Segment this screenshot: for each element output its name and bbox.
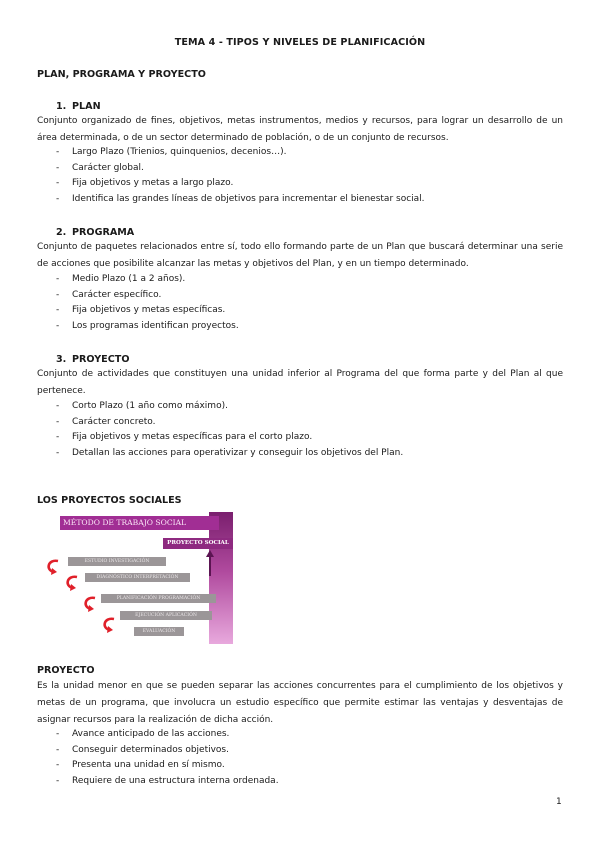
list-item: - Requiere de una estructura interna ordenada.	[56, 775, 279, 786]
section-list-proyecto	[56, 399, 403, 461]
section-list-programa	[56, 272, 239, 334]
list-item: - Carácter específico.	[56, 289, 162, 300]
list-item: - Los programas identifican proyectos.	[56, 320, 239, 331]
section-title-programa	[56, 227, 134, 238]
section-description-programa: Conjunto de paquetes relacionados entre sí, todo ello formando parte de un Plan que buscará determinar una serie de acciones que posibilite alcanzar las metas y objetivos del Plan, y en un tiempo determinado.	[37, 242, 563, 269]
section-description-plan: Conjunto organizado de fines, objetivos, metas instrumentos, medios y recursos, para lograr un desarrollo de un área determinada, o de un sector determinado de población, o de un conjunto de recursos.	[37, 116, 563, 143]
list-item: - Fija objetivos y metas específicas para el corto plazo.	[56, 432, 313, 443]
curved-arrow-icon	[100, 616, 118, 634]
list-item: - Conseguir determinados objetivos.	[56, 744, 229, 755]
list-item: - Corto Plazo (1 año como máximo).	[56, 401, 228, 411]
list-item: - Medio Plazo (1 a 2 años).	[56, 274, 186, 284]
section-description-proyecto: Conjunto de actividades que constituyen una unidad inferior al Programa del que forma parte y del Plan al que pertenece.	[37, 369, 563, 396]
diagram-step: EVALUACIÓN	[134, 627, 184, 636]
curved-arrow-icon	[81, 595, 99, 613]
diagram-step: DIAGNÓSTICO INTERPRETACIÓN	[85, 573, 190, 582]
list-item: - Carácter global.	[56, 162, 144, 173]
list-item: - Largo Plazo (Trienios, quinquenios, decenios…).	[56, 147, 287, 157]
list-item: - Fija objetivos y metas a largo plazo.	[56, 178, 234, 189]
section-title-plan	[56, 101, 101, 112]
proyecto-list	[56, 727, 279, 789]
arrow-line	[209, 556, 211, 576]
diagram-vertical-bar	[209, 512, 233, 644]
section-number: 3.	[56, 354, 67, 365]
proyecto-heading: PROYECTO	[37, 665, 95, 676]
diagram-step: PLANIFICACIÓN PROGRAMACIÓN	[101, 594, 216, 603]
diagram-step: EJECUCIÓN APLICACIÓN	[120, 611, 212, 620]
curved-arrow-icon	[44, 558, 62, 576]
list-item: - Identifica las grandes líneas de objetivos para incrementar el bienestar social.	[56, 193, 425, 204]
list-item: - Detallan las acciones para operativizar y conseguir los objetivos del Plan.	[56, 447, 404, 458]
diagram-step: ESTUDIO INVESTIGACIÓN	[68, 557, 166, 566]
curved-arrow-icon	[63, 574, 81, 592]
section-number: 1.	[56, 101, 67, 112]
list-item: - Fija objetivos y metas específicas.	[56, 305, 226, 316]
list-item: - Carácter concreto.	[56, 416, 156, 427]
document-title: TEMA 4 - TIPOS Y NIVELES DE PLANIFICACIÓN	[174, 37, 426, 48]
project-label: PROYECTO SOCIAL	[163, 538, 233, 549]
page-number: 1	[556, 797, 562, 807]
list-item: - Avance anticipado de las acciones.	[56, 729, 230, 739]
list-item: - Presenta una unidad en sí mismo.	[56, 760, 225, 771]
proyecto-description: Es la unidad menor en que se pueden separar las acciones concurrentes para el cumplimiento de los objetivos y metas de un programa, que involucra un estudio específico que permite estimar las ventajas y desventajas de asignar recursos para la realización de dicha acción.	[37, 681, 563, 725]
section-title-proyecto	[56, 354, 129, 365]
section-title-text: PLAN	[72, 101, 101, 112]
section-title-text: PROYECTO	[72, 354, 130, 365]
social-work-method-diagram	[37, 510, 237, 645]
social-projects-heading: LOS PROYECTOS SOCIALES	[37, 495, 182, 506]
main-heading: PLAN, PROGRAMA Y PROYECTO	[37, 69, 206, 80]
method-label: MÉTODO DE TRABAJO SOCIAL	[60, 516, 219, 530]
section-title-text: PROGRAMA	[72, 227, 135, 238]
section-number: 2.	[56, 227, 67, 238]
section-list-plan	[56, 145, 425, 207]
